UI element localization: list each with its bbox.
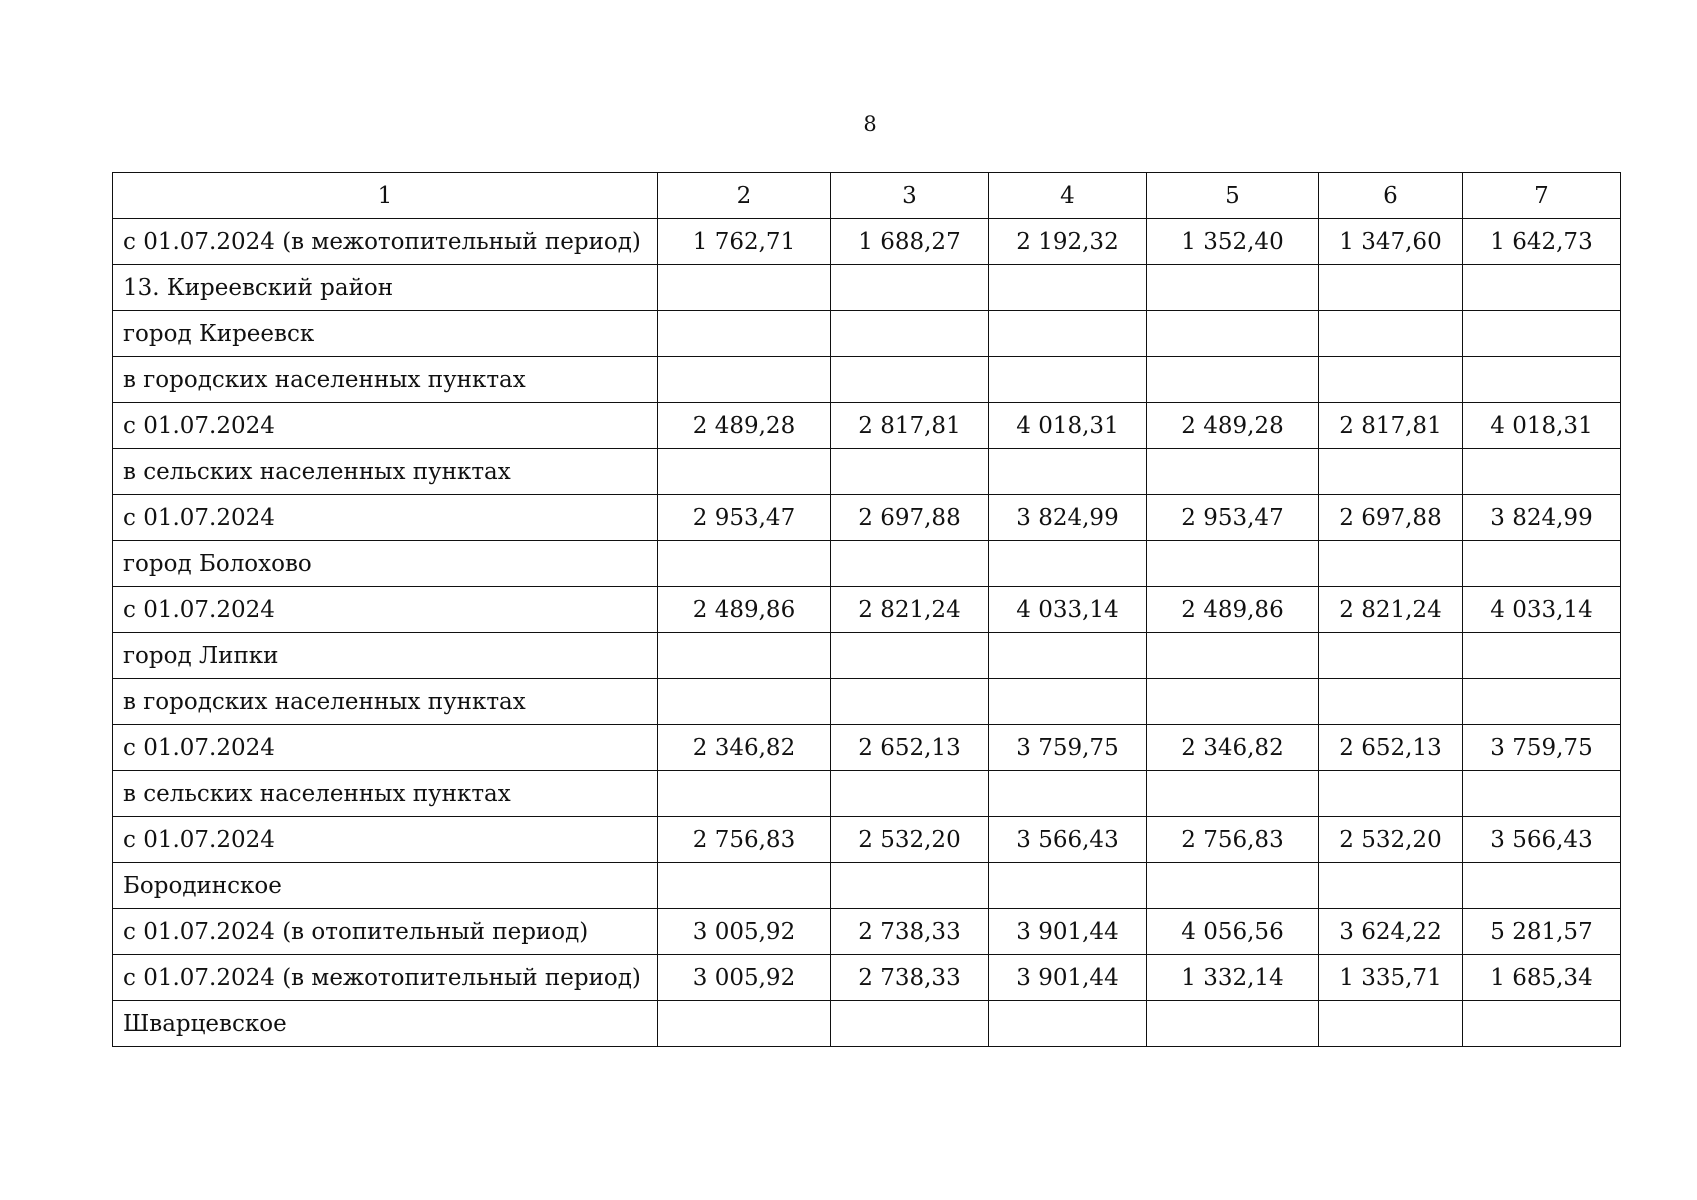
table-row [113,1001,1621,1047]
tariff-value-col-7 [1463,357,1621,403]
tariff-value-col-7: 1 685,34 [1463,955,1621,1001]
tariff-value-col-6 [1319,771,1463,817]
column-header-1: 1 [113,173,658,219]
tariff-value-col-4: 3 901,44 [989,909,1147,955]
tariff-value-col-5: 2 489,28 [1147,403,1319,449]
tariff-value-col-2 [658,357,831,403]
row-label: с 01.07.2024 (в отопительный период) [113,909,658,955]
tariff-value-col-5 [1147,265,1319,311]
table-row [113,495,1621,541]
tariff-value-col-6: 2 697,88 [1319,495,1463,541]
tariff-value-col-4: 3 824,99 [989,495,1147,541]
tariff-table [112,172,1621,1047]
tariff-value-col-5: 4 056,56 [1147,909,1319,955]
tariff-value-col-2 [658,311,831,357]
tariff-value-col-7 [1463,679,1621,725]
tariff-value-col-5 [1147,771,1319,817]
row-label: Бородинское [113,863,658,909]
tariff-value-col-3: 2 738,33 [831,955,989,1001]
table-row [113,587,1621,633]
tariff-value-col-7: 3 759,75 [1463,725,1621,771]
table-row [113,725,1621,771]
tariff-value-col-5: 2 489,86 [1147,587,1319,633]
tariff-value-col-3: 2 821,24 [831,587,989,633]
row-label: с 01.07.2024 [113,725,658,771]
tariff-value-col-5: 2 953,47 [1147,495,1319,541]
table-header-row [113,173,1621,219]
tariff-value-col-7 [1463,633,1621,679]
tariff-value-col-3 [831,357,989,403]
table-row [113,357,1621,403]
tariff-value-col-4 [989,449,1147,495]
table-row [113,403,1621,449]
tariff-value-col-5 [1147,541,1319,587]
row-label: город Киреевск [113,311,658,357]
tariff-value-col-5 [1147,679,1319,725]
tariff-value-col-3: 2 817,81 [831,403,989,449]
table-row [113,863,1621,909]
tariff-value-col-6: 2 821,24 [1319,587,1463,633]
tariff-value-col-2 [658,679,831,725]
tariff-value-col-3 [831,771,989,817]
tariff-value-col-4: 2 192,32 [989,219,1147,265]
tariff-value-col-7 [1463,1001,1621,1047]
tariff-value-col-4 [989,357,1147,403]
column-header-4: 4 [989,173,1147,219]
row-label: в городских населенных пунктах [113,357,658,403]
tariff-value-col-6: 1 335,71 [1319,955,1463,1001]
tariff-value-col-6 [1319,311,1463,357]
tariff-value-col-3: 2 652,13 [831,725,989,771]
tariff-value-col-2 [658,633,831,679]
tariff-value-col-2: 2 489,28 [658,403,831,449]
tariff-value-col-3 [831,265,989,311]
column-header-2: 2 [658,173,831,219]
page-number: 8 [863,112,877,136]
tariff-value-col-5 [1147,357,1319,403]
tariff-value-col-2: 2 756,83 [658,817,831,863]
tariff-value-col-5 [1147,311,1319,357]
tariff-value-col-3 [831,633,989,679]
table-row [113,265,1621,311]
column-header-5: 5 [1147,173,1319,219]
tariff-value-col-2 [658,1001,831,1047]
tariff-value-col-5 [1147,863,1319,909]
tariff-value-col-5 [1147,633,1319,679]
tariff-value-col-3: 1 688,27 [831,219,989,265]
tariff-value-col-6 [1319,449,1463,495]
tariff-value-col-4 [989,863,1147,909]
column-header-6: 6 [1319,173,1463,219]
tariff-value-col-5 [1147,1001,1319,1047]
tariff-value-col-7: 3 566,43 [1463,817,1621,863]
tariff-value-col-4 [989,771,1147,817]
table-row [113,955,1621,1001]
row-label: в городских населенных пунктах [113,679,658,725]
tariff-value-col-3 [831,311,989,357]
tariff-value-col-6: 2 817,81 [1319,403,1463,449]
tariff-value-col-5: 1 332,14 [1147,955,1319,1001]
tariff-value-col-4 [989,311,1147,357]
tariff-value-col-2 [658,541,831,587]
tariff-value-col-7: 4 033,14 [1463,587,1621,633]
tariff-value-col-7 [1463,311,1621,357]
tariff-value-col-5: 1 352,40 [1147,219,1319,265]
column-header-7: 7 [1463,173,1621,219]
tariff-value-col-5: 2 346,82 [1147,725,1319,771]
tariff-value-col-2: 3 005,92 [658,955,831,1001]
row-label: с 01.07.2024 [113,817,658,863]
tariff-value-col-7 [1463,863,1621,909]
tariff-value-col-4: 4 018,31 [989,403,1147,449]
tariff-value-col-2 [658,863,831,909]
tariff-value-col-5 [1147,449,1319,495]
tariff-value-col-7 [1463,265,1621,311]
row-label: с 01.07.2024 [113,587,658,633]
tariff-value-col-6 [1319,265,1463,311]
tariff-value-col-3: 2 738,33 [831,909,989,955]
tariff-value-col-2 [658,771,831,817]
table-row [113,449,1621,495]
tariff-value-col-4: 3 566,43 [989,817,1147,863]
tariff-value-col-3 [831,863,989,909]
tariff-value-col-5: 2 756,83 [1147,817,1319,863]
tariff-value-col-3: 2 532,20 [831,817,989,863]
tariff-value-col-7: 5 281,57 [1463,909,1621,955]
tariff-value-col-4: 3 759,75 [989,725,1147,771]
tariff-value-col-2 [658,265,831,311]
tariff-value-col-4 [989,1001,1147,1047]
tariff-value-col-3 [831,541,989,587]
tariff-value-col-7: 4 018,31 [1463,403,1621,449]
table-row [113,679,1621,725]
row-label: Шварцевское [113,1001,658,1047]
row-label: 13. Киреевский район [113,265,658,311]
row-label: в сельских населенных пунктах [113,771,658,817]
tariff-value-col-3 [831,679,989,725]
tariff-value-col-2 [658,449,831,495]
tariff-value-col-2: 3 005,92 [658,909,831,955]
tariff-value-col-4 [989,679,1147,725]
row-label: с 01.07.2024 (в межотопительный период) [113,219,658,265]
table-row [113,541,1621,587]
tariff-value-col-2: 2 346,82 [658,725,831,771]
table-row [113,771,1621,817]
row-label: с 01.07.2024 (в межотопительный период) [113,955,658,1001]
tariff-value-col-4 [989,633,1147,679]
tariff-value-col-4: 3 901,44 [989,955,1147,1001]
tariff-value-col-4 [989,265,1147,311]
tariff-value-col-6: 2 652,13 [1319,725,1463,771]
tariff-value-col-2: 2 953,47 [658,495,831,541]
tariff-value-col-2: 1 762,71 [658,219,831,265]
table-row [113,817,1621,863]
tariff-value-col-6 [1319,679,1463,725]
tariff-value-col-6: 1 347,60 [1319,219,1463,265]
tariff-value-col-6 [1319,357,1463,403]
row-label: в сельских населенных пунктах [113,449,658,495]
tariff-value-col-4: 4 033,14 [989,587,1147,633]
tariff-value-col-7: 1 642,73 [1463,219,1621,265]
tariff-value-col-3 [831,449,989,495]
tariff-value-col-6: 3 624,22 [1319,909,1463,955]
tariff-value-col-7 [1463,541,1621,587]
tariff-value-col-6: 2 532,20 [1319,817,1463,863]
tariff-value-col-6 [1319,1001,1463,1047]
row-label: город Болохово [113,541,658,587]
tariff-value-col-2: 2 489,86 [658,587,831,633]
table-row [113,311,1621,357]
row-label: с 01.07.2024 [113,403,658,449]
table-row [113,219,1621,265]
tariff-value-col-6 [1319,863,1463,909]
table-row [113,909,1621,955]
tariff-value-col-7 [1463,771,1621,817]
row-label: с 01.07.2024 [113,495,658,541]
tariff-value-col-3 [831,1001,989,1047]
column-header-3: 3 [831,173,989,219]
tariff-value-col-6 [1319,633,1463,679]
row-label: город Липки [113,633,658,679]
tariff-value-col-7: 3 824,99 [1463,495,1621,541]
table-row [113,633,1621,679]
tariff-value-col-3: 2 697,88 [831,495,989,541]
tariff-value-col-4 [989,541,1147,587]
tariff-value-col-6 [1319,541,1463,587]
tariff-value-col-7 [1463,449,1621,495]
